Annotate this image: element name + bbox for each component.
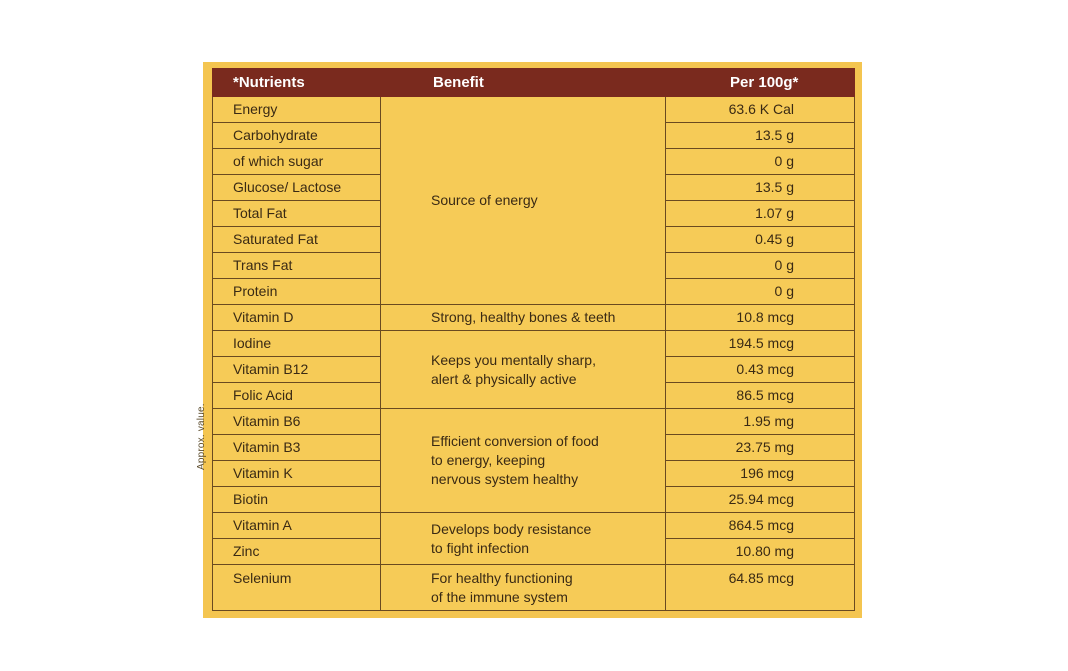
nutrient-name: Biotin: [213, 487, 381, 513]
benefit-line: alert & physically active: [431, 370, 577, 387]
benefit-line: Develops body resistance: [431, 520, 592, 537]
nutrient-name: Vitamin B12: [213, 357, 381, 383]
benefit-cell: [381, 331, 666, 409]
nutrient-name: of which sugar: [213, 149, 381, 175]
nutrient-value: 194.5 mcg: [666, 331, 855, 357]
nutrient-value: 25.94 mcg: [666, 487, 855, 513]
nutrient-value: 10.8 mcg: [666, 305, 855, 331]
nutrition-table: [212, 68, 855, 611]
benefit-line: Source of energy: [431, 192, 538, 209]
table-header-row: [213, 69, 855, 97]
nutrient-name: Glucose/ Lactose: [213, 175, 381, 201]
benefit-line: of the immune system: [431, 588, 568, 605]
nutrient-value: 1.95 mg: [666, 409, 855, 435]
nutrient-name: Vitamin B3: [213, 435, 381, 461]
nutrient-name: Saturated Fat: [213, 227, 381, 253]
benefit-line: Strong, healthy bones & teeth: [431, 309, 616, 326]
table-row: [213, 331, 855, 357]
approx-value-note: Approx. value.: [196, 403, 207, 470]
nutrient-value: 86.5 mcg: [666, 383, 855, 409]
nutrient-value: 63.6 K Cal: [666, 97, 855, 123]
benefit-line: to energy, keeping: [431, 452, 546, 469]
benefit-cell: [381, 409, 666, 513]
nutrient-name: Folic Acid: [213, 383, 381, 409]
nutrient-value: 0 g: [666, 149, 855, 175]
nutrient-name: Trans Fat: [213, 253, 381, 279]
table-row: [213, 305, 855, 331]
nutrient-value: 23.75 mg: [666, 435, 855, 461]
nutrient-value: 13.5 g: [666, 175, 855, 201]
header-per-100g: Per 100g*: [666, 69, 855, 97]
benefit-line: to fight infection: [431, 539, 530, 556]
nutrient-value: 0.45 g: [666, 227, 855, 253]
nutrient-name: Iodine: [213, 331, 381, 357]
benefit-cell: [381, 97, 666, 305]
nutrient-value: 1.07 g: [666, 201, 855, 227]
table-row: [213, 513, 855, 539]
benefit-cell: [381, 513, 666, 565]
header-nutrients: *Nutrients: [213, 69, 381, 97]
benefit-line: Keeps you mentally sharp,: [431, 351, 596, 368]
table-row: [213, 565, 855, 611]
nutrient-name: Selenium: [213, 565, 381, 611]
nutrient-value: 64.85 mcg: [666, 565, 855, 611]
nutrient-name: Vitamin D: [213, 305, 381, 331]
nutrient-name: Protein: [213, 279, 381, 305]
nutrient-name: Carbohydrate: [213, 123, 381, 149]
benefit-line: For healthy functioning: [431, 569, 573, 586]
nutrient-value: 10.80 mg: [666, 539, 855, 565]
nutrient-name: Zinc: [213, 539, 381, 565]
table-row: [213, 409, 855, 435]
nutrient-name: Vitamin B6: [213, 409, 381, 435]
nutrient-value: 196 mcg: [666, 461, 855, 487]
benefit-cell: [381, 565, 666, 611]
nutrient-name: Vitamin A: [213, 513, 381, 539]
nutrient-name: Vitamin K: [213, 461, 381, 487]
benefit-cell: [381, 305, 666, 331]
table-row: [213, 97, 855, 123]
nutrient-value: 0 g: [666, 279, 855, 305]
benefit-line: nervous system healthy: [431, 470, 579, 487]
nutrient-value: 0.43 mcg: [666, 357, 855, 383]
header-benefit: Benefit: [381, 69, 666, 97]
nutrient-value: 0 g: [666, 253, 855, 279]
nutrient-value: 13.5 g: [666, 123, 855, 149]
nutrient-name: Energy: [213, 97, 381, 123]
benefit-line: Efficient conversion of food: [431, 433, 599, 450]
nutrient-name: Total Fat: [213, 201, 381, 227]
nutrient-value: 864.5 mcg: [666, 513, 855, 539]
